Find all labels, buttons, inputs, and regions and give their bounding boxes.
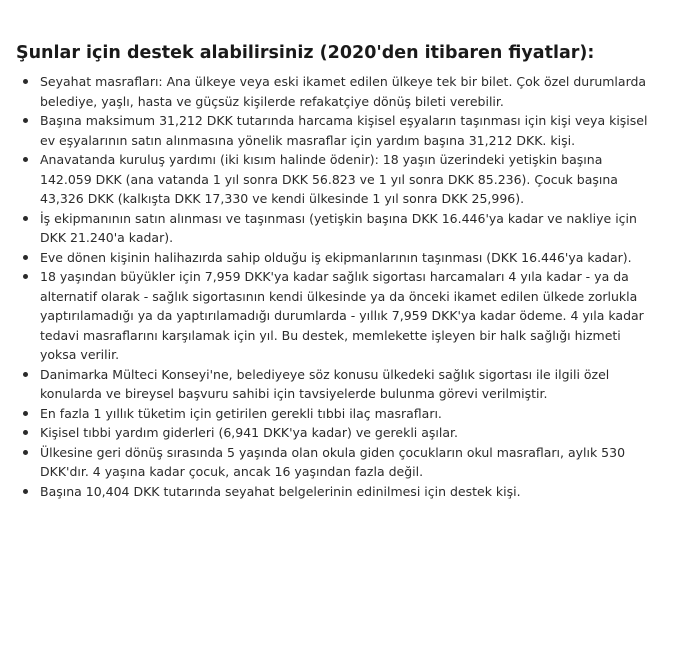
list-item-text: Anavatanda kuruluş yardımı (iki kısım halinde ödenir): 18 yaşın üzerindeki yetişkin başına 142.059 DKK (ana vatanda 1 yıl sonra DKK 56.823 ve 1 yıl sonra DKK 85.236). Çocuk başına 43,326 DKK (kalkışta DKK 17,330 ve kendi ülkesinde 1 yıl sonra DKK 25,996). — [40, 152, 618, 206]
list-item-text: Eve dönen kişinin halihazırda sahip olduğu iş ekipmanlarının taşınması (DKK 16.446'ya kadar). — [40, 249, 632, 265]
bullet-icon — [23, 274, 28, 279]
list-item — [16, 482, 656, 502]
list-item — [16, 404, 656, 424]
list-item — [16, 443, 656, 482]
list-item-text: Seyahat masrafları: Ana ülkeye veya eski ikamet edilen ülkeye tek bir bilet. Çok özel durumlarda belediye, yaşlı, hasta ve güçsüz kişilerde refakatçiye dönüş bileti verebilir. — [40, 74, 647, 109]
bullet-icon — [23, 118, 28, 123]
list-item — [16, 267, 656, 365]
list-item-text: Ülkesine geri dönüş sırasında 5 yaşında olan okula giden çocukların okul masrafları, aylık 530 DKK'dır. 4 yaşına kadar çocuk, ancak 16 yaşından fazla değil. — [40, 444, 626, 479]
list-item-text: Danimarka Mülteci Konseyi'ne, belediyeye söz konusu ülkedeki sağlık sigortası ile ilgili özel konularda ve bireysel başvuru sahibi için tavsiyelerde bulunma görevi verilmiştir. — [40, 366, 610, 401]
bullet-icon — [23, 79, 28, 84]
bullet-icon — [23, 372, 28, 377]
list-item — [16, 423, 656, 443]
bullet-icon — [23, 430, 28, 435]
bullet-icon — [23, 450, 28, 455]
bullet-icon — [23, 411, 28, 416]
benefits-section — [16, 40, 656, 501]
list-item — [16, 72, 656, 111]
list-item — [16, 111, 656, 150]
list-item — [16, 209, 656, 248]
bullet-icon — [23, 255, 28, 260]
list-item — [16, 248, 656, 268]
list-item — [16, 150, 656, 209]
section-heading: Şunlar için destek alabilirsiniz (2020'den itibaren fiyatlar): — [16, 43, 595, 63]
bullet-icon — [23, 216, 28, 221]
list-item-text: Kişisel tıbbi yardım giderleri (6,941 DKK'ya kadar) ve gerekli aşılar. — [40, 425, 458, 440]
list-item-text: Başına maksimum 31,212 DKK tutarında harcama kişisel eşyaların taşınması için kişi veya kişisel ev eşyalarının satın alınmasına yönelik masraflar için yardım başına 31,212 DKK. kişi. — [40, 113, 648, 148]
list-item-text: Başına 10,404 DKK tutarında seyahat belgelerinin edinilmesi için destek kişi. — [40, 483, 521, 499]
benefits-list — [16, 72, 656, 501]
list-item-text: İş ekipmanının satın alınması ve taşınması (yetişkin başına DKK 16.446'ya kadar ve nakliye için DKK 21.240'a kadar). — [40, 210, 637, 245]
list-item — [16, 365, 656, 404]
list-item-text: En fazla 1 yıllık tüketim için getirilen gerekli tıbbi ilaç masrafları. — [40, 405, 442, 421]
bullet-icon — [23, 489, 28, 494]
bullet-icon — [23, 157, 28, 162]
list-item-text: 18 yaşından büyükler için 7,959 DKK'ya kadar sağlık sigortası harcamaları 4 yıla kadar - ya da alternatif olarak - sağlık sigortasının kendi ülkesinde ya da önceki ikamet edilen ülkede zorlukla yaptırılamadığı ya da yaptırılamadığı durumlarda - yıllık 7,959 DKK'ya kadar ödeme. 4 yıla kadar tedavi masraflarını karşılamak için yıl. Bu destek, memlekette işleyen bir halk sağlığı hizmeti yoksa verilir. — [40, 269, 644, 362]
